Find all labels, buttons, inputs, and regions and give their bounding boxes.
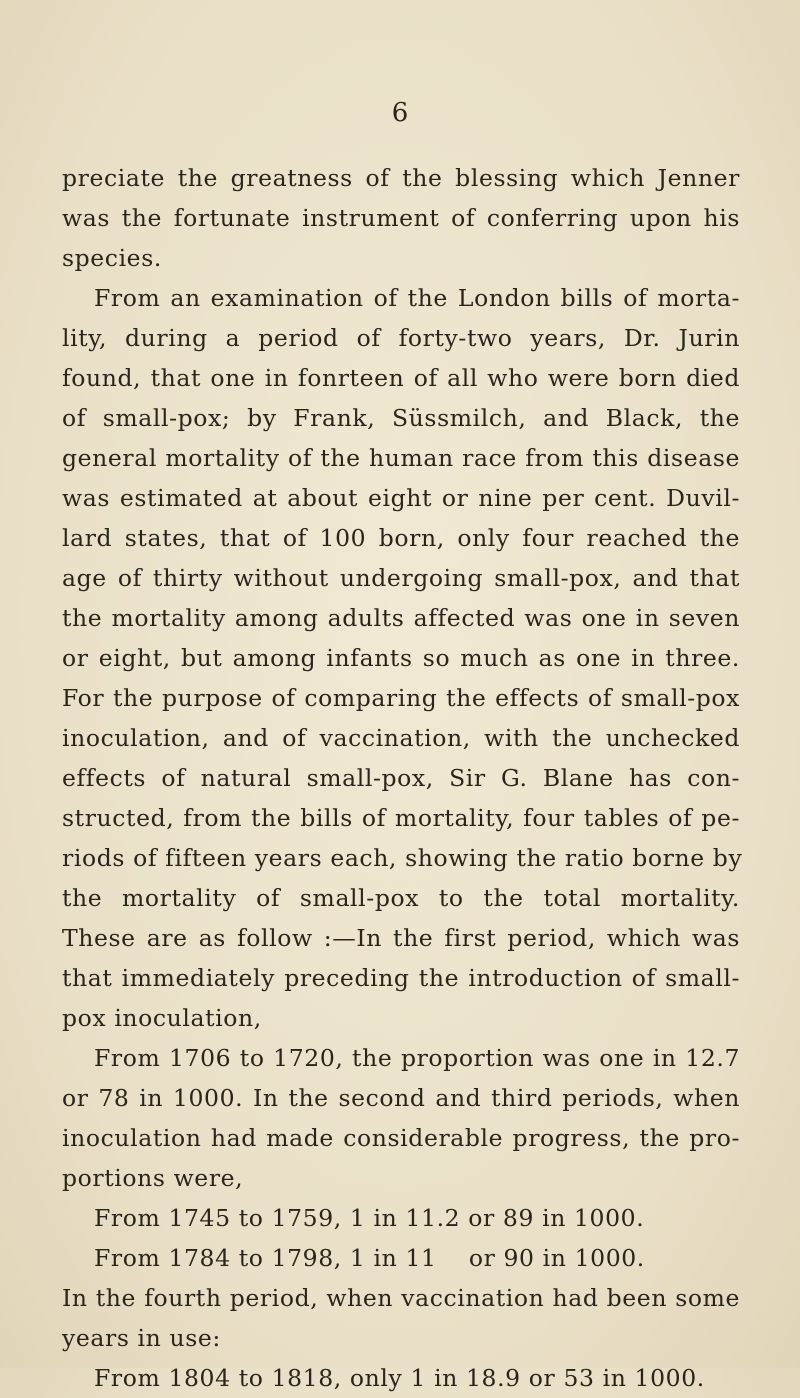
text-line: From 1706 to 1720, the proportion was one in 12.7	[94, 1044, 740, 1072]
text-line: portions were,	[62, 1164, 244, 1192]
text-line: riods of fifteen years each, showing the ratio borne by	[62, 844, 743, 872]
text-line: preciate the greatness of the blessing which Jenner	[62, 164, 740, 192]
statistic-row: From 1784 to 1798, 1 in 11 or 90 in 1000.	[94, 1244, 645, 1272]
text-line: effects of natural small-pox, Sir G. Blane has con-	[62, 764, 740, 792]
text-line: years in use:	[62, 1324, 221, 1352]
text-line: pox inoculation,	[62, 1004, 262, 1032]
text-line: was estimated at about eight or nine per cent. Duvil-	[62, 484, 740, 512]
text-line: of small-pox; by Frank, Süssmilch, and Black, the	[62, 404, 740, 432]
text-line: In the fourth period, when vaccination had been some	[62, 1284, 740, 1312]
text-line: lard states, that of 100 born, only four reached the	[62, 524, 740, 552]
text-line: lity, during a period of forty-two years, Dr. Jurin	[62, 324, 740, 352]
text-line: inoculation had made considerable progress, the pro-	[62, 1124, 740, 1152]
text-line: These are as follow :—In the first period, which was	[62, 924, 740, 952]
text-line: the mortality among adults affected was one in seven	[62, 604, 740, 632]
text-line: structed, from the bills of mortality, four tables of pe-	[62, 804, 740, 832]
text-line: From an examination of the London bills of morta-	[94, 284, 740, 312]
text-line: general mortality of the human race from this disease	[62, 444, 740, 472]
text-line: was the fortunate instrument of conferring upon his	[62, 204, 740, 232]
text-line: inoculation, and of vaccination, with the unchecked	[62, 724, 740, 752]
text-line: or eight, but among infants so much as one in three.	[62, 644, 740, 672]
text-line: the mortality of small-pox to the total mortality.	[62, 884, 740, 912]
text-line: or 78 in 1000. In the second and third periods, when	[62, 1084, 740, 1112]
text-line: For the purpose of comparing the effects of small-pox	[62, 684, 740, 712]
text-line: age of thirty without undergoing small-pox, and that	[62, 564, 740, 592]
statistic-row: From 1745 to 1759, 1 in 11.2 or 89 in 1000.	[94, 1204, 645, 1232]
text-line: found, that one in fonrteen of all who were born died	[62, 364, 740, 392]
statistic-row: From 1804 to 1818, only 1 in 18.9 or 53 in 1000.	[94, 1364, 705, 1392]
text-line: that immediately preceding the introduction of small-	[62, 964, 740, 992]
text-line: species.	[62, 244, 162, 272]
page-number: 6	[391, 98, 409, 128]
